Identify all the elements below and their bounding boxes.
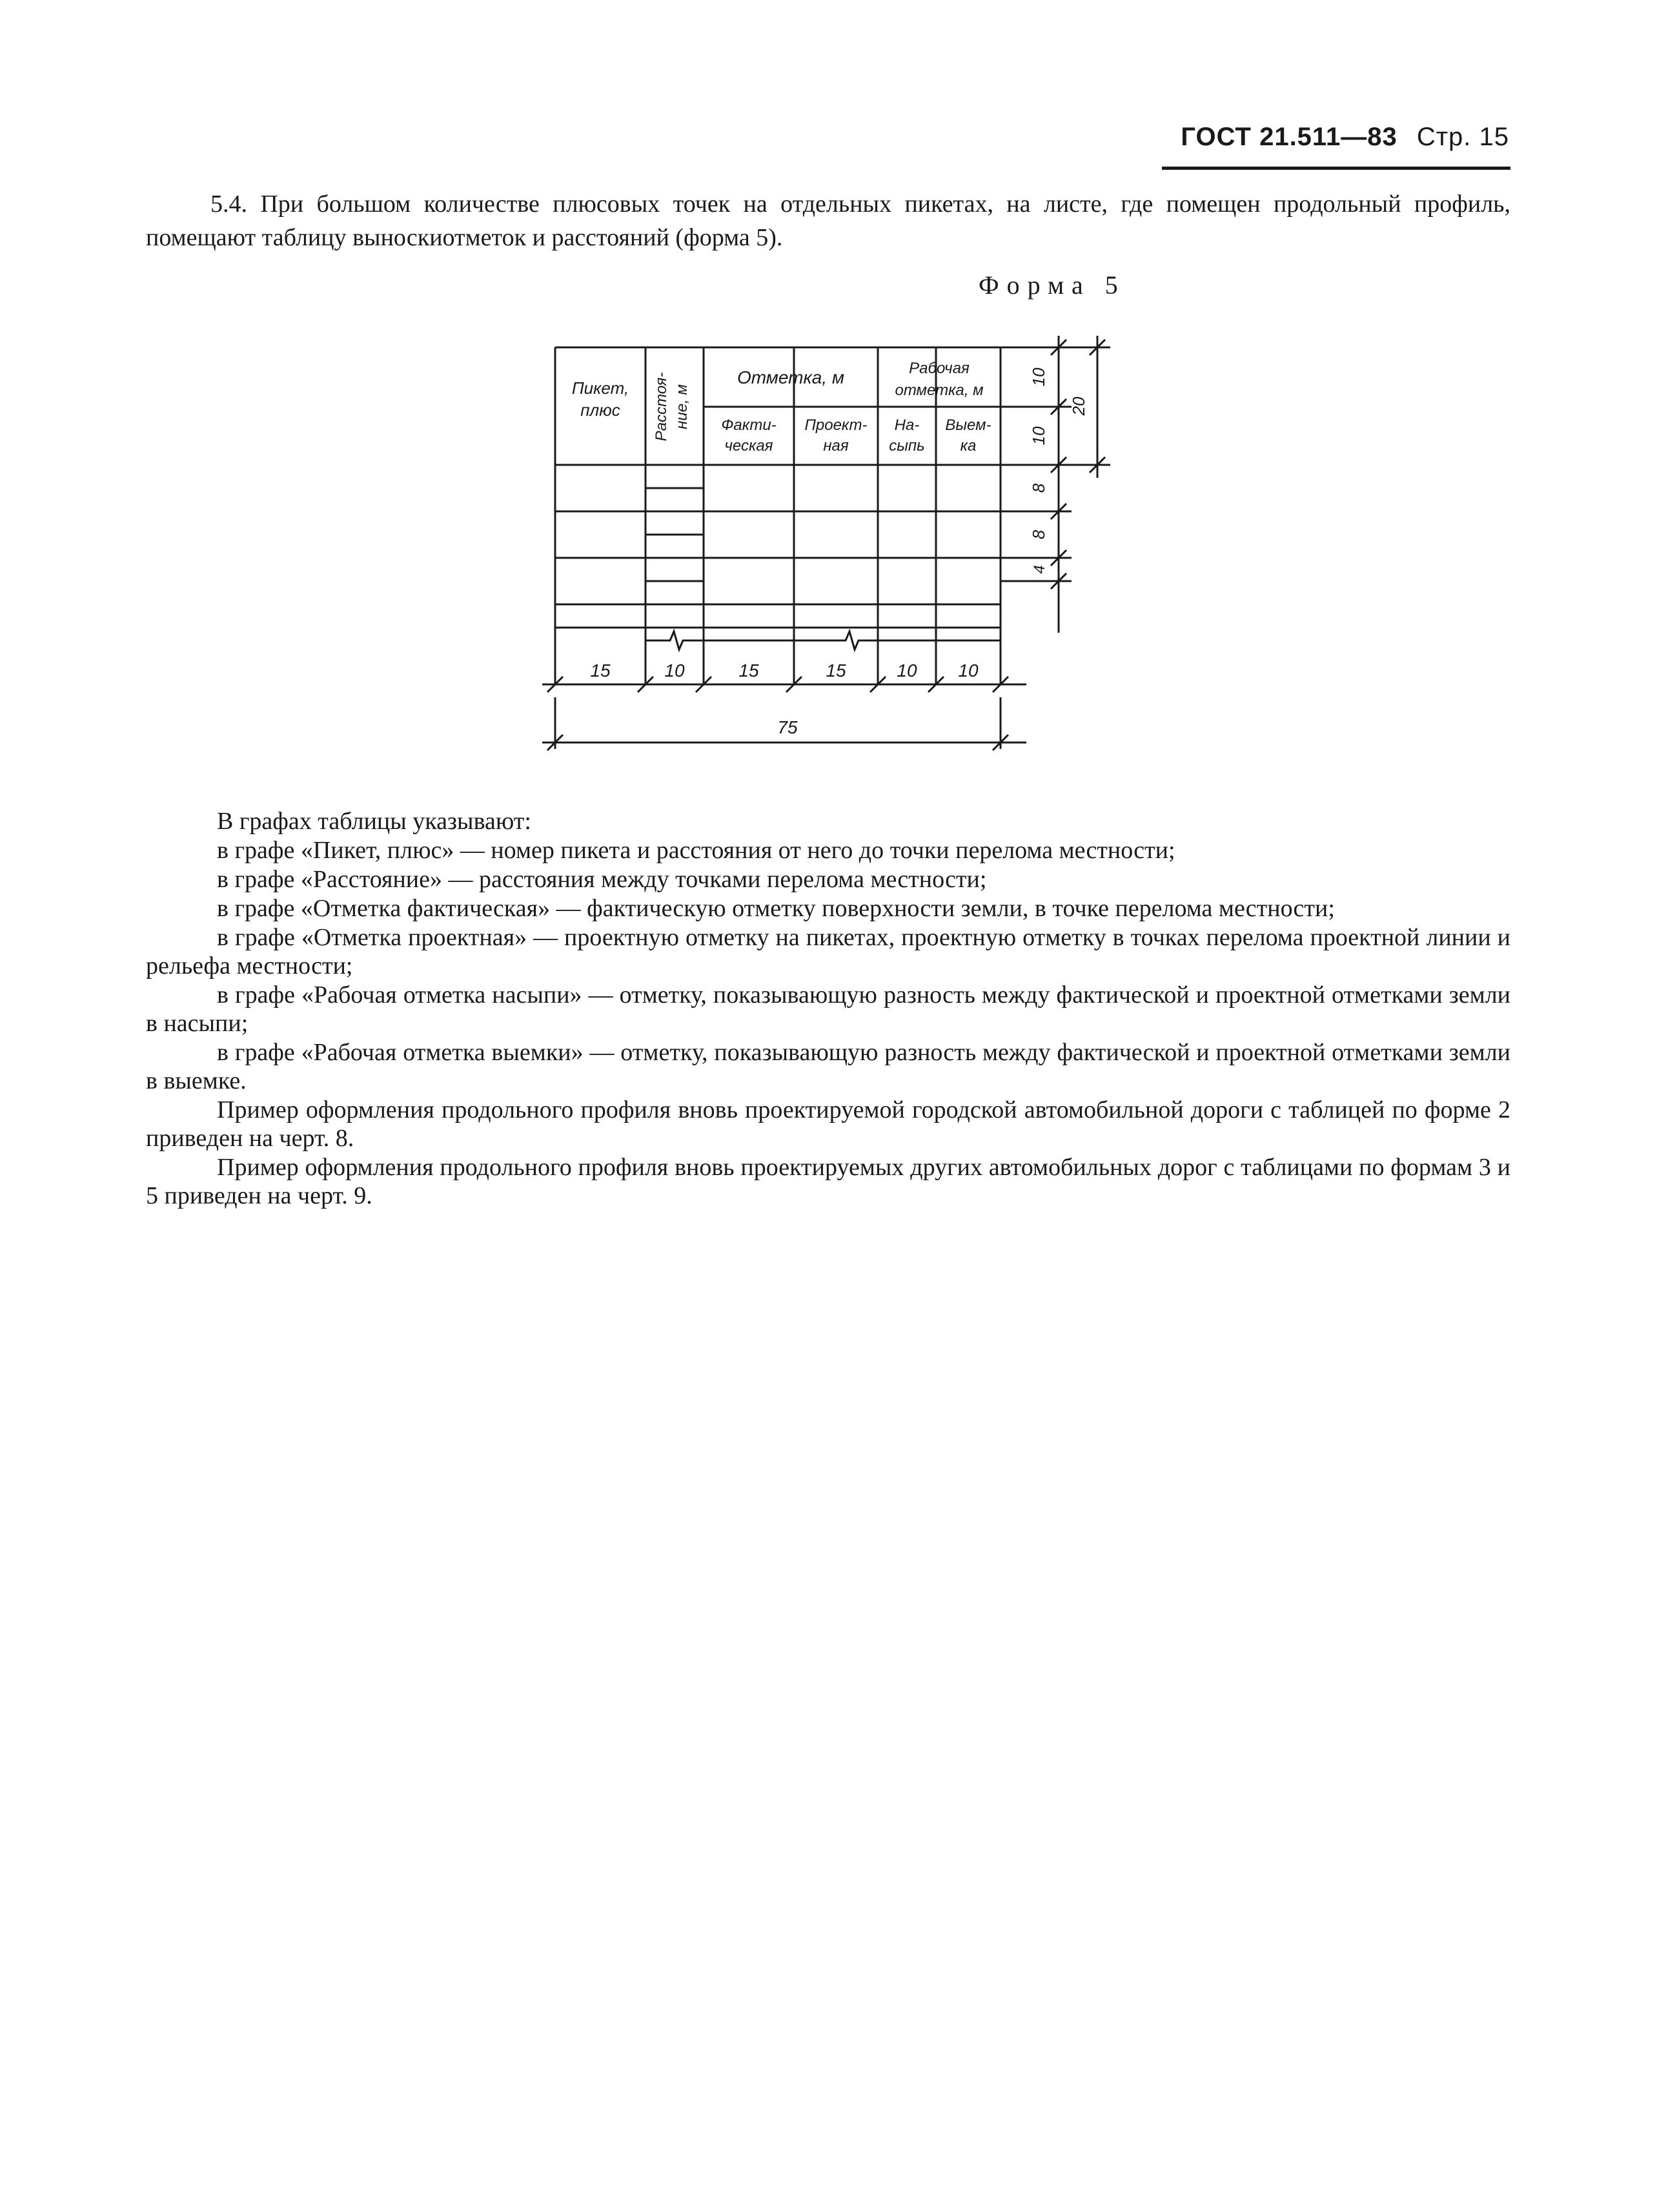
body-paragraph: в графе «Отметка проектная» — проектную отметку на пикетах, проектную отметку в точках перелома проектной линии и рельефа местности; — [146, 924, 1510, 979]
col-piket-line1: Пикет, — [571, 378, 629, 398]
col-vyemka-line1: Выем- — [945, 416, 991, 434]
body-paragraph: в графе «Отметка фактическая» — фактическую отметку поверхности земли, в точке перелома местности; — [217, 895, 1335, 922]
group-rabochaya-line1: Рабочая — [909, 360, 970, 377]
dim-row-2: 10 — [1029, 426, 1048, 445]
body-text — [146, 807, 1510, 1211]
dim-col-6: 10 — [958, 661, 979, 681]
standard-number: ГОСТ 21.511—83 — [1181, 123, 1397, 151]
col-vyemka-line2: ка — [960, 437, 977, 455]
dim-col-5: 10 — [897, 661, 917, 681]
page-header — [1181, 123, 1509, 152]
col-proekt-line1: Проект- — [804, 416, 868, 434]
body-paragraph: в графе «Рабочая отметка выемки» — отметку, показывающую разность между фактической и проектной отметками земли в выемке. — [146, 1039, 1510, 1094]
form-title: Форма 5 — [979, 271, 1126, 300]
body-paragraph: Пример оформления продольного профиля вновь проектируемой городской автомобильной дороги с таблицей по форме 2 приведен на черт. 8. — [146, 1096, 1510, 1152]
group-otmetka: Отметка, м — [737, 367, 845, 387]
dim-row-4: 8 — [1029, 529, 1048, 540]
body-paragraph: Пример оформления продольного профиля вновь проектируемых других автомобильных дорог с таблицами по формам 3 и 5 приведен на черт. 9. — [146, 1154, 1510, 1209]
col-nasyp-line1: На- — [894, 416, 920, 434]
dim-col-1: 15 — [590, 661, 611, 681]
dim-row-5: 4 — [1031, 565, 1048, 574]
dim-col-2: 10 — [664, 661, 685, 681]
dim-col-4: 15 — [826, 661, 846, 681]
col-rasst-line2: ние, м — [673, 384, 691, 429]
col-nasyp-line2: сыпь — [889, 437, 925, 455]
dim-total-width: 75 — [777, 717, 798, 737]
dim-col-3: 15 — [738, 661, 759, 681]
body-paragraph: в графе «Расстояние» — расстояния между точками перелома местности; — [217, 866, 987, 893]
col-rasst-line1: Расстоя- — [653, 372, 670, 442]
body-paragraph: в графе «Пикет, плюс» — номер пикета и расстояния от него до точки перелома местности; — [217, 837, 1175, 864]
col-proekt-line2: ная — [823, 437, 849, 455]
col-piket-line2: плюс — [580, 400, 620, 420]
col-fakt-line2: ческая — [724, 437, 773, 455]
form-5-table-diagram — [516, 336, 1162, 762]
body-paragraph: В графах таблицы указывают: — [217, 808, 531, 835]
body-paragraph: в графе «Рабочая отметка насыпи» — отметку, показывающую разность между фактической и проектной отметками земли в насыпи; — [146, 981, 1510, 1037]
dim-header-height: 20 — [1069, 396, 1088, 416]
col-fakt-line1: Факти- — [721, 416, 777, 434]
dim-row-3: 8 — [1029, 483, 1048, 493]
group-rabochaya-line2: отметка, м — [895, 382, 984, 399]
page-number: Стр. 15 — [1416, 123, 1509, 151]
dim-row-1: 10 — [1029, 367, 1048, 387]
header-rule — [1162, 167, 1510, 170]
intro-paragraph: 5.4. При большом количестве плюсовых точек на отдельных пикетах, на листе, где помещен продольный профиль, помещают таблицу выноскиотметок и расстояний (форма 5). — [146, 190, 1510, 251]
